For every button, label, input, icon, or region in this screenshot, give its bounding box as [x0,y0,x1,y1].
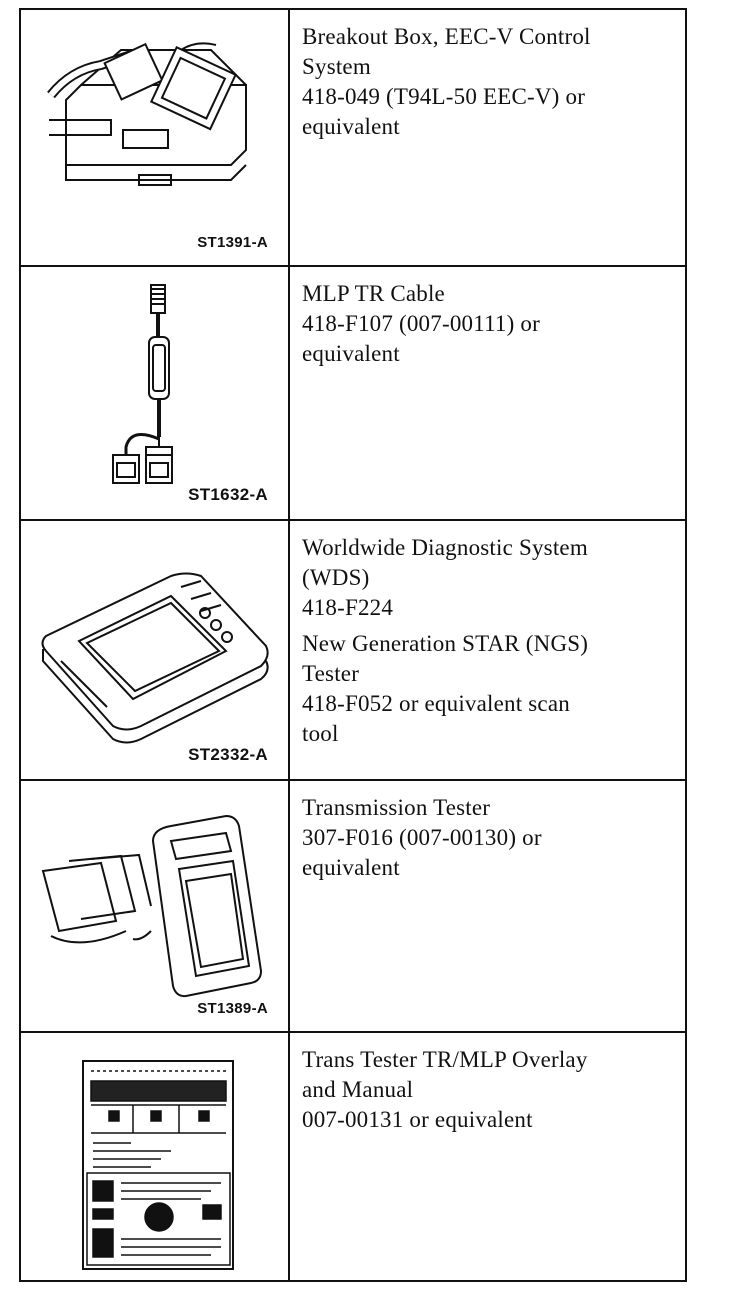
tool-part-number: 007-00131 or equivalent [302,1107,533,1132]
tool-part-number: 418-049 (T94L-50 EEC-V) or [302,84,586,109]
description-cell [290,781,685,1031]
alt-tool-name-cont: Tester [302,661,360,686]
image-cell [21,521,290,779]
description-cell [290,267,685,519]
tool-row-mlp-tr-cable [21,265,685,519]
description-cell [290,521,685,779]
tool-equivalent: equivalent [302,341,400,366]
description-cell [290,1033,685,1282]
tool-part-number: 418-F107 (007-00111) or [302,311,540,336]
scan-tool-illustration-icon [21,521,290,781]
tool-row-transmission-tester [21,779,685,1031]
transmission-tester-illustration-icon [21,781,290,1033]
alt-tool-part-number: 418-F052 or equivalent scan [302,691,570,716]
illustration-code: ST1632-A [188,485,268,504]
image-cell [21,10,290,265]
tool-equivalent: equivalent [302,114,400,139]
illustration-code: ST2332-A [188,745,268,764]
cable-illustration-icon [21,267,290,521]
tool-name-cont: System [302,54,371,79]
tool-name: Trans Tester TR/MLP Overlay [302,1047,588,1072]
image-cell [21,267,290,519]
tools-table [19,8,687,1282]
tool-name-cont: and Manual [302,1077,414,1102]
tool-part-number: 307-F016 (007-00130) or [302,825,542,850]
tool-name: Breakout Box, EEC-V Control [302,24,591,49]
description-cell [290,10,685,265]
tool-row-breakout-box [21,10,685,265]
tool-name: Transmission Tester [302,795,491,820]
tool-part-number: 418-F224 [302,595,394,620]
tool-row-scan-tool [21,519,685,779]
alt-tool-name: New Generation STAR (NGS) [302,631,589,656]
illustration-code: ST1391-A [197,234,268,251]
tool-row-overlay-manual [21,1031,685,1282]
tool-equivalent: equivalent [302,855,400,880]
tool-name: Worldwide Diagnostic System [302,535,588,560]
illustration-code: ST1389-A [197,1000,268,1017]
image-cell [21,1033,290,1282]
image-cell [21,781,290,1031]
tool-name-cont: (WDS) [302,565,370,590]
tool-name: MLP TR Cable [302,281,445,306]
alt-tool-equivalent: tool [302,721,339,746]
overlay-manual-illustration-icon [21,1033,290,1284]
breakout-box-illustration-icon [21,10,290,265]
